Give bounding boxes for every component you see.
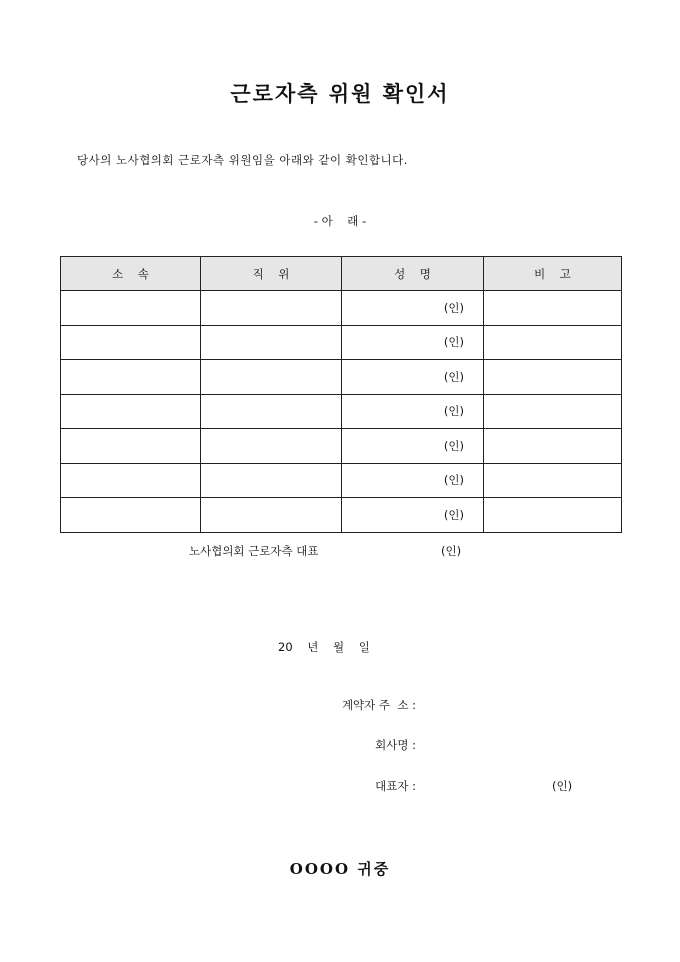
note-cell[interactable]: [484, 463, 622, 498]
table-row: [61, 463, 622, 498]
affiliation-cell[interactable]: [61, 429, 201, 464]
table-row: [61, 360, 622, 395]
address-label: 계약자 주 소 :: [341, 698, 416, 712]
header-note: 비 고: [484, 257, 622, 291]
name-cell[interactable]: (인): [342, 429, 484, 464]
name-cell[interactable]: (인): [342, 360, 484, 395]
position-cell[interactable]: [201, 325, 342, 360]
note-cell[interactable]: [484, 429, 622, 464]
ceo-seal[interactable]: (인): [552, 779, 573, 793]
position-cell[interactable]: [201, 429, 342, 464]
representative-seal[interactable]: (인): [441, 544, 462, 558]
position-cell[interactable]: [201, 291, 342, 326]
note-cell[interactable]: [484, 360, 622, 395]
affiliation-cell[interactable]: [61, 463, 201, 498]
closing-addressee: OOOO 귀중: [289, 860, 391, 878]
table-row: [61, 325, 622, 360]
table-row: [61, 429, 622, 464]
company-name-label: 회사명 :: [375, 738, 416, 752]
affiliation-cell[interactable]: [61, 325, 201, 360]
name-cell[interactable]: (인): [342, 325, 484, 360]
table-row: [61, 394, 622, 429]
position-cell[interactable]: [201, 394, 342, 429]
member-table: [60, 256, 622, 533]
header-affiliation: 소 속: [61, 257, 201, 291]
header-position: 직 위: [201, 257, 342, 291]
name-cell[interactable]: (인): [342, 498, 484, 533]
note-cell[interactable]: [484, 394, 622, 429]
affiliation-cell[interactable]: [61, 394, 201, 429]
table-header-row: [61, 257, 622, 291]
name-cell[interactable]: (인): [342, 463, 484, 498]
note-cell[interactable]: [484, 325, 622, 360]
ceo-label: 대표자 :: [375, 779, 416, 793]
name-cell[interactable]: (인): [342, 291, 484, 326]
note-cell[interactable]: [484, 291, 622, 326]
table-row: [61, 291, 622, 326]
name-cell[interactable]: (인): [342, 394, 484, 429]
document-title: 근로자측 위원 확인서: [230, 81, 450, 106]
note-cell[interactable]: [484, 498, 622, 533]
representative-label: 노사협의회 근로자측 대표: [189, 544, 319, 558]
position-cell[interactable]: [201, 463, 342, 498]
affiliation-cell[interactable]: [61, 291, 201, 326]
position-cell[interactable]: [201, 360, 342, 395]
position-cell[interactable]: [201, 498, 342, 533]
affiliation-cell[interactable]: [61, 360, 201, 395]
header-name: 성 명: [342, 257, 484, 291]
intro-statement: 당사의 노사협의회 근로자측 위원임을 아래와 같이 확인합니다.: [77, 153, 408, 167]
date-line[interactable]: 20 년 월 일: [278, 640, 370, 654]
table-row: [61, 498, 622, 533]
below-marker: - 아 래 -: [313, 214, 367, 228]
affiliation-cell[interactable]: [61, 498, 201, 533]
